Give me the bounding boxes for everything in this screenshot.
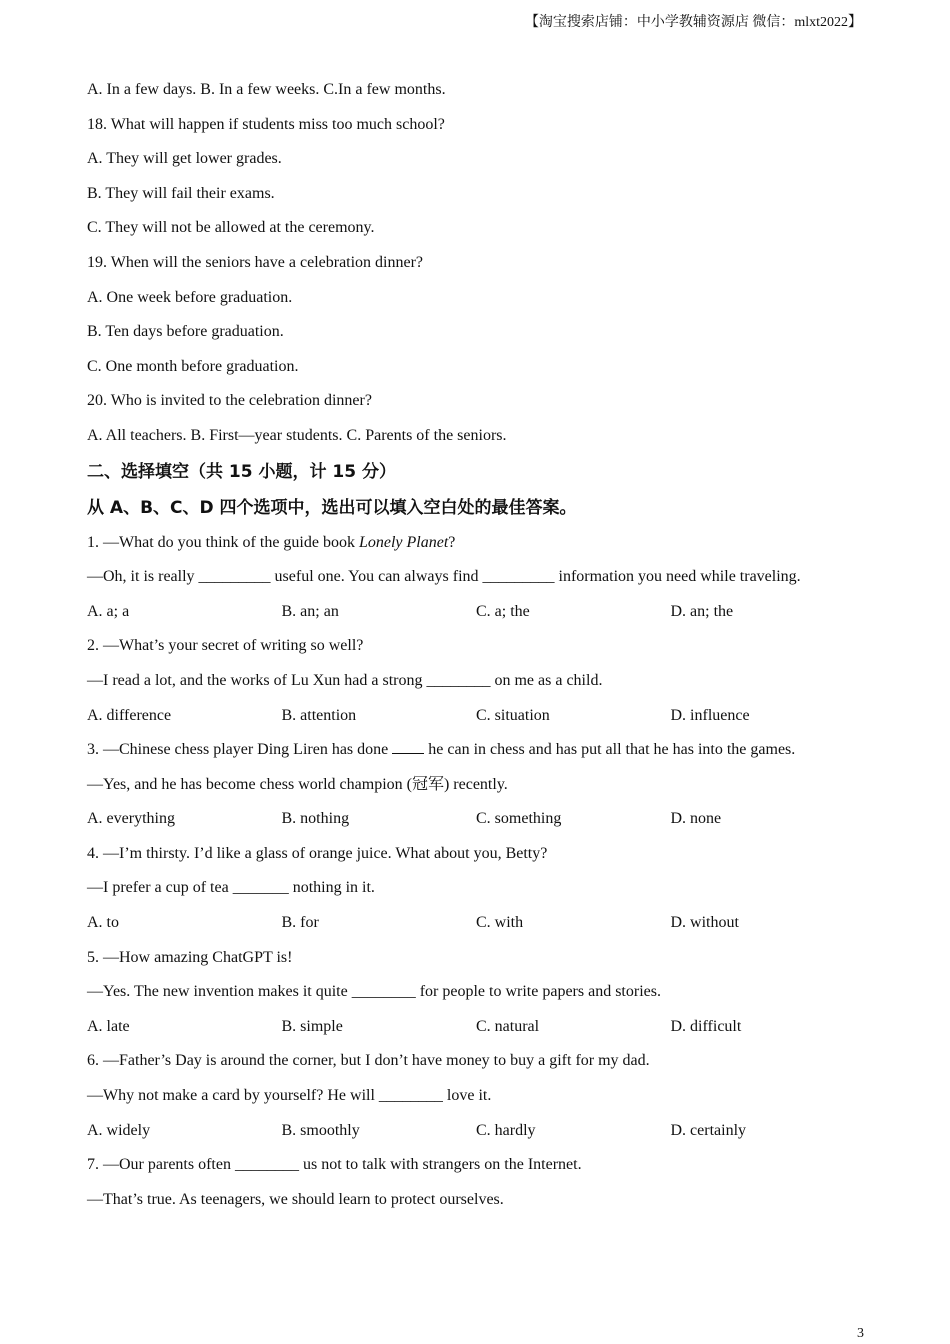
question-1-options [87, 595, 867, 630]
question-6-line2: —Why not make a card by yourself? He will ________ love it. [87, 1087, 492, 1105]
option-c: C. a; the [476, 602, 530, 620]
q17-options: A. In a few days. B. In a few weeks. C.In a few months. [87, 81, 446, 98]
option-a: A. to [87, 914, 119, 932]
option-c: C. with [476, 914, 524, 932]
question-5-line1: 5. —How amazing ChatGPT is! [87, 948, 293, 966]
option-a: A. a; a [87, 602, 130, 620]
section-instruction: 从 A、B、C、D 四个选项中，选出可以填入空白处的最佳答案。 [87, 497, 577, 518]
option-d: D. without [670, 914, 739, 932]
q18-stem: 18. What will happen if students miss too much school? [87, 115, 445, 133]
question-3-text: 3. —Chinese chess player Ding Liren has done [87, 741, 393, 759]
question-1-line2: —Oh, it is really _________ useful one. You can always find _________ information you need while traveling. [87, 568, 801, 586]
question-6-line1: 6. —Father’s Day is around the corner, but I don’t have money to buy a gift for my dad. [87, 1052, 650, 1070]
option-c: C. natural [476, 1017, 540, 1035]
q18-option-c: C. They will not be allowed at the ceremony. [87, 219, 375, 237]
option-b: B. nothing [281, 810, 350, 828]
option-a: A. widely [87, 1121, 151, 1139]
option-b: B. an; an [281, 602, 339, 620]
question-4-line2: —I prefer a cup of tea _______ nothing in it. [87, 879, 375, 897]
option-d: D. none [670, 810, 722, 828]
question-2-line1: 2. —What’s your secret of writing so well? [87, 637, 364, 655]
option-c: C. hardly [476, 1121, 536, 1139]
question-1-text: 1. —What do you think of the guide book [87, 533, 359, 551]
q19-option-c: C. One month before graduation. [87, 357, 299, 375]
option-d: D. difficult [670, 1017, 742, 1035]
option-b: B. smoothly [281, 1121, 360, 1139]
question-1-punct: ? [448, 533, 456, 551]
option-d: D. an; the [670, 602, 734, 620]
q20-stem: 20. Who is invited to the celebration dinner? [87, 392, 372, 410]
page-header: 【淘宝搜索店铺：中小学教辅资源店 微信：mlxt2022】 [524, 15, 862, 30]
question-6-options [87, 1114, 867, 1149]
question-2-options [87, 699, 867, 734]
answer-blank [392, 741, 424, 754]
q18-option-a: A. They will get lower grades. [87, 150, 282, 168]
page-number: 3 [857, 1326, 864, 1341]
question-7-line1: 7. —Our parents often ________ us not to talk with strangers on the Internet. [87, 1156, 582, 1174]
option-d: D. influence [670, 706, 750, 724]
q18-option-b: B. They will fail their exams. [87, 184, 275, 202]
option-c: C. situation [476, 706, 550, 724]
question-2-line2: —I read a lot, and the works of Lu Xun had a strong ________ on me as a child. [87, 671, 603, 689]
question-1-line1 [87, 526, 867, 561]
book-title: Lonely Planet [358, 533, 449, 551]
option-a: A. difference [87, 706, 172, 724]
q20-options: A. All teachers. B. First—year students. C. Parents of the seniors. [87, 426, 507, 444]
option-b: B. simple [281, 1017, 343, 1035]
option-c: C. something [476, 810, 562, 828]
question-3-line2: —Yes, and he has become chess world champion (冠军) recently. [87, 775, 508, 793]
question-3-line1 [87, 733, 867, 768]
option-b: B. attention [281, 706, 357, 724]
q19-option-b: B. Ten days before graduation. [87, 323, 284, 341]
option-a: A. everything [87, 810, 175, 828]
option-d: D. certainly [670, 1121, 747, 1139]
question-3-options [87, 802, 867, 837]
q19-option-a: A. One week before graduation. [87, 288, 293, 306]
page-content [87, 73, 867, 1217]
question-7-line2: —That’s true. As teenagers, we should learn to protect ourselves. [87, 1190, 504, 1208]
question-3-text-rest: he can in chess and has put all that he has into the games. [424, 741, 796, 759]
question-4-options [87, 906, 867, 941]
section-title: 二、选择填空（共 15 小题，计 15 分） [87, 461, 396, 482]
option-b: B. for [281, 914, 319, 932]
option-a: A. late [87, 1017, 130, 1035]
question-4-line1: 4. —I’m thirsty. I’d like a glass of orange juice. What about you, Betty? [87, 844, 548, 862]
q19-stem: 19. When will the seniors have a celebration dinner? [87, 253, 424, 271]
question-5-options [87, 1010, 867, 1045]
question-5-line2: —Yes. The new invention makes it quite ________ for people to write papers and stories. [87, 983, 661, 1001]
